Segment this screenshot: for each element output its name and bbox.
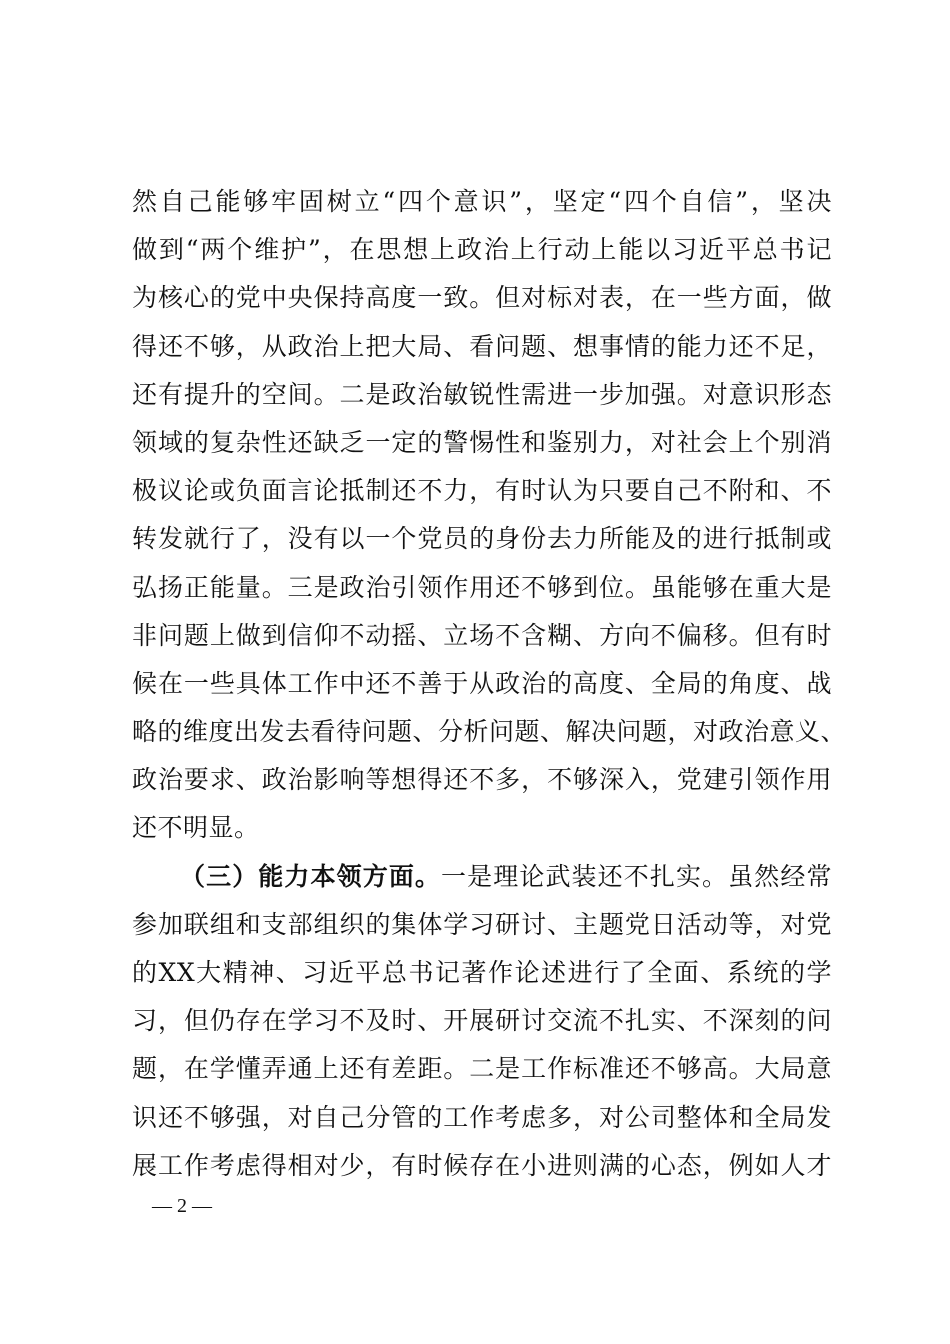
- text-line: 还不明显。: [132, 813, 260, 843]
- text-line: 的XX大精神、习近平总书记著作论述进行了全面、系统的学: [132, 958, 832, 987]
- text-line: 转发就行了，没有以一个党员的身份去力所能及的进行抵制或: [132, 524, 832, 554]
- body-text: [132, 178, 847, 1190]
- text-line: 识还不够强，对自己分管的工作考虑多，对公司整体和全局发: [132, 1102, 832, 1132]
- text-line: 略的维度出发去看待问题、分析问题、解决问题，对政治意义、: [132, 717, 847, 747]
- text-line: 题，在学懂弄通上还有差距。二是工作标准还不够高。大局意: [132, 1054, 832, 1084]
- text-line: 然自己能够牢固树立“四个意识”，坚定“四个自信”，坚决: [132, 187, 832, 216]
- text-line: 弘扬正能量。三是政治引领作用还不够到位。虽能够在重大是: [132, 572, 832, 602]
- text-line: 非问题上做到信仰不动摇、立场不含糊、方向不偏移。但有时: [132, 620, 832, 650]
- text-line: 领域的复杂性还缺乏一定的警惕性和鉴别力，对社会上个别消: [132, 427, 832, 457]
- text-line: 得还不够，从政治上把大局、看问题、想事情的能力还不足，: [132, 331, 832, 361]
- text-line: 政治要求、政治影响等想得还不多，不够深入，党建引领作用: [132, 765, 832, 795]
- page-number: — 2 —: [152, 1195, 212, 1217]
- text-line: 候在一些具体工作中还不善于从政治的高度、全局的角度、战: [132, 668, 832, 698]
- text-line: 做到“两个维护”，在思想上政治上行动上能以习近平总书记: [132, 235, 832, 265]
- text-line: 还有提升的空间。二是政治敏锐性需进一步加强。对意识形态: [132, 379, 832, 409]
- text-line: 习，但仍存在学习不及时、开展研讨交流不扎实、不深刻的问: [132, 1006, 832, 1036]
- section-heading: （三）能力本领方面。: [180, 861, 442, 891]
- section-heading-line: [132, 853, 832, 901]
- heading-line-text: 一是理论武装还不扎实。虽然经常: [441, 861, 832, 891]
- text-line: 展工作考虑得相对少，有时候存在小进则满的心态，例如人才: [132, 1150, 832, 1180]
- text-line: 为核心的党中央保持高度一致。但对标对表，在一些方面，做: [132, 283, 832, 313]
- text-line: 极议论或负面言论抵制还不力，有时认为只要自己不附和、不: [132, 476, 832, 506]
- text-line: 参加联组和支部组织的集体学习研讨、主题党日活动等，对党: [132, 909, 832, 939]
